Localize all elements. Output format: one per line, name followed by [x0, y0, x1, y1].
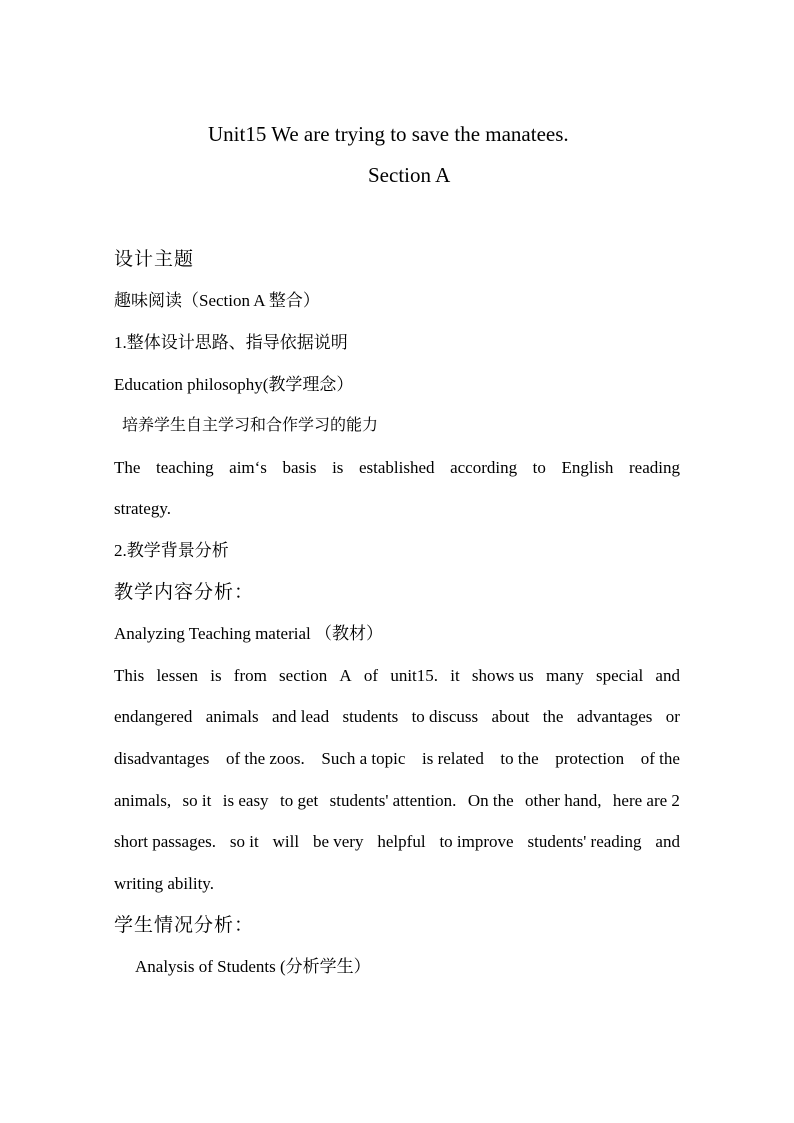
fun-reading-line: 趣味阅读（Section A 整合） — [114, 291, 320, 310]
content-analysis-heading: 教学内容分析： — [114, 581, 255, 603]
paragraph-line-3: disadvantages of the zoos. Such a topic is related to the protection of the — [114, 749, 680, 768]
document-subtitle: Section A — [368, 163, 451, 187]
paragraph-line-5: short passages. so it will be very helpful to improve students' reading and — [114, 832, 680, 851]
paragraph-line-6: writing ability. — [114, 874, 214, 893]
aim-line-1: The teaching aim‘s basis is established according to English reading — [114, 458, 680, 477]
paragraph-line-4: animals, so it is easy to get students' attention. On the other hand, here are 2 — [114, 791, 680, 810]
analysis-of-students-line: Analysis of Students (分析学生） — [135, 957, 371, 976]
cultivate-line: 培养学生自主学习和合作学习的能力 — [122, 415, 379, 434]
education-philosophy-line: Education philosophy(教学理念） — [114, 375, 354, 394]
paragraph-line-1: This lessen is from section A of unit15. it shows us many special and — [114, 666, 680, 685]
design-theme-heading: 设计主题 — [114, 248, 195, 270]
student-analysis-heading: 学生情况分析： — [114, 914, 255, 936]
aim-line-2: strategy. — [114, 499, 171, 518]
section2-heading: 2.教学背景分析 — [114, 541, 229, 560]
document-title: Unit15 We are trying to save the manatees. — [208, 122, 569, 146]
paragraph-line-2: endangered animals and lead students to discuss about the advantages or — [114, 707, 680, 726]
analyzing-material-line: Analyzing Teaching material （教材） — [114, 624, 384, 643]
section1-heading: 1.整体设计思路、指导依据说明 — [114, 333, 348, 352]
